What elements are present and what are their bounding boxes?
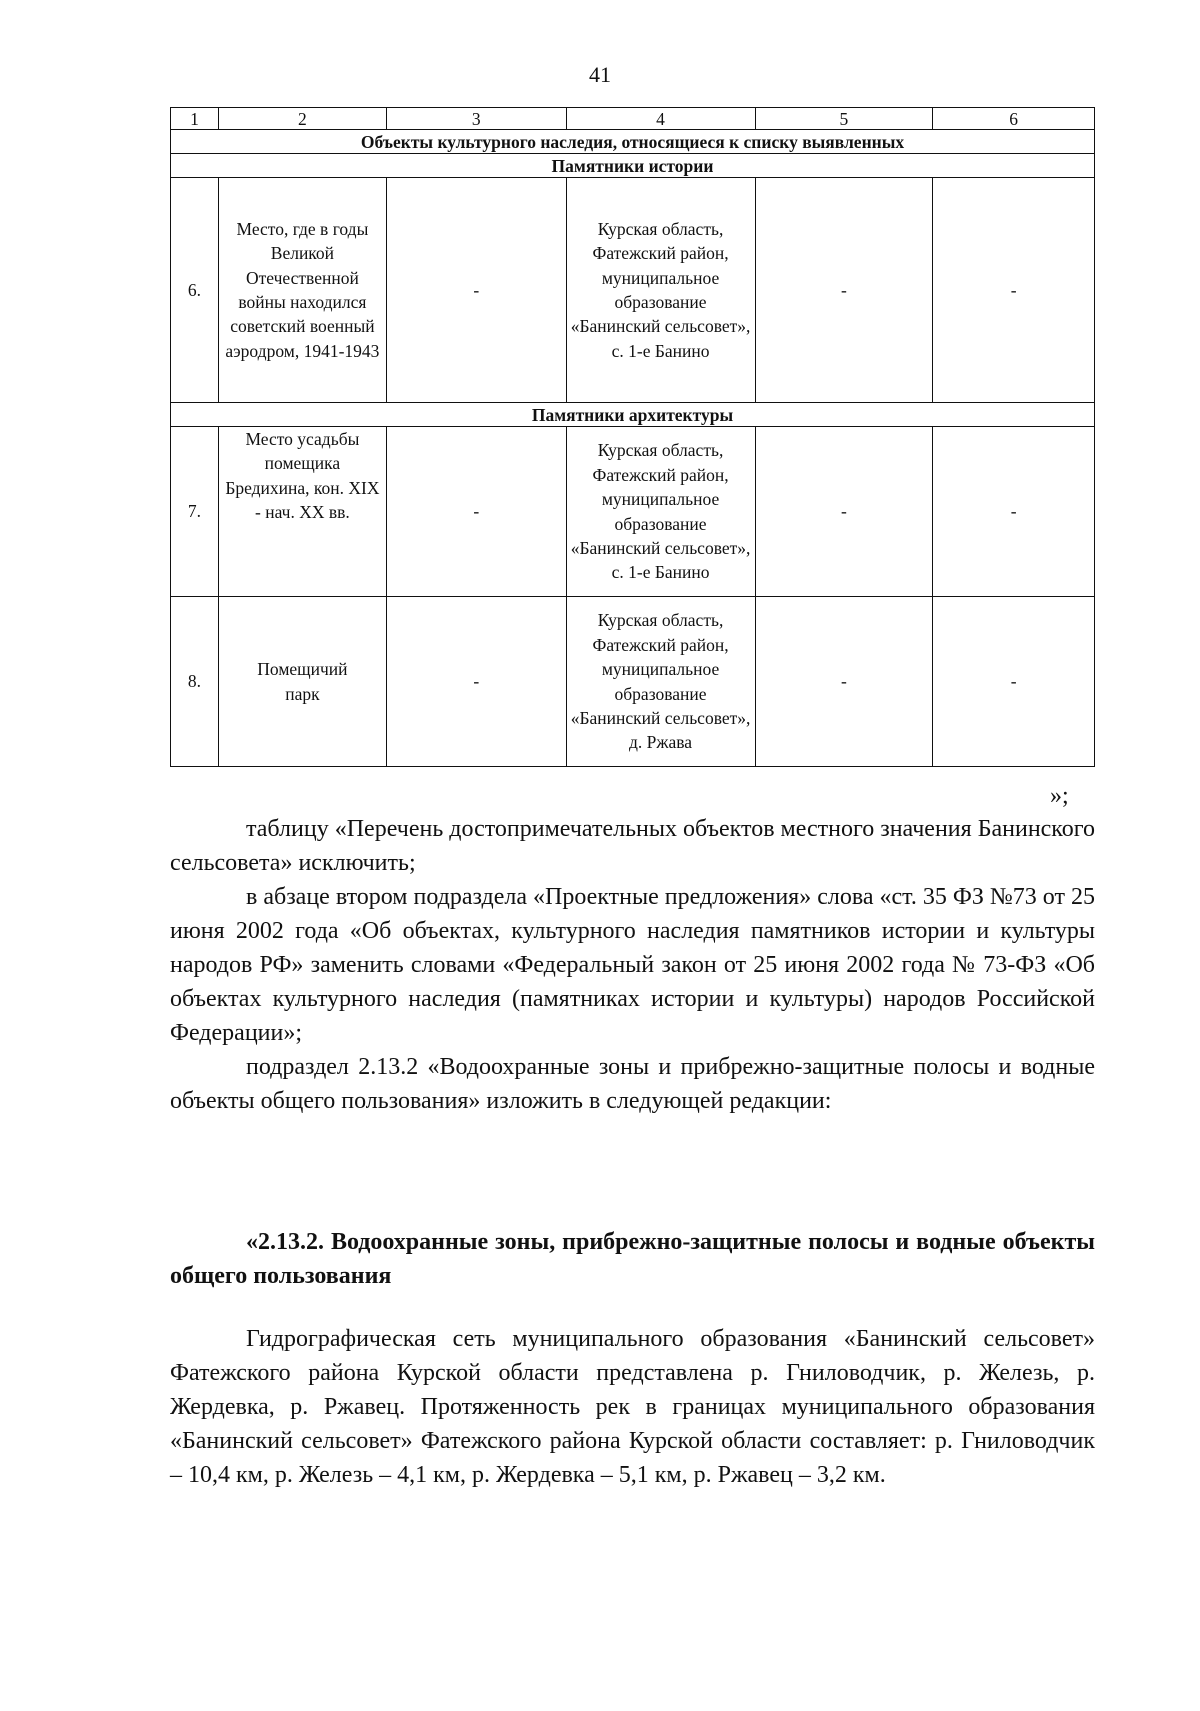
table-row — [171, 427, 1095, 597]
amendments-text — [170, 812, 1095, 1118]
section-heading: «2.13.2. Водоохранные зоны, прибрежно-защитные полосы и водные объекты общего пользования — [170, 1229, 1095, 1289]
section-heading-block — [170, 1225, 1095, 1293]
col-header: 6 — [933, 108, 1095, 130]
cell-col5: - — [755, 597, 933, 767]
paragraph: таблицу «Перечень достопримечательных объектов местного значения Банинского сельсовета» исключить; — [170, 816, 1095, 876]
paragraph: подраздел 2.13.2 «Водоохранные зоны и прибрежно-защитные полосы и водные объекты общего пользования» изложить в следующей редакции: — [170, 1054, 1095, 1114]
cell-col6: - — [933, 597, 1095, 767]
table-row — [171, 597, 1095, 767]
table-header-row — [171, 108, 1095, 130]
category-heading-row — [171, 130, 1095, 154]
page-number: 41 — [589, 62, 611, 87]
cell-col3: - — [386, 597, 566, 767]
section-title: Памятники архитектуры — [171, 403, 1095, 427]
section-title: Памятники истории — [171, 154, 1095, 178]
cell-col3: - — [386, 427, 566, 597]
section-row — [171, 154, 1095, 178]
col-header: 1 — [171, 108, 219, 130]
object-location: Курская область, Фатежский район, муниципальное образование «Банинский сельсовет», д. Ржава — [566, 597, 755, 767]
col-header: 2 — [218, 108, 386, 130]
table-row — [171, 178, 1095, 403]
category-heading: Объекты культурного наследия, относящиеся к списку выявленных — [171, 130, 1095, 154]
row-number: 7. — [171, 427, 219, 597]
closing-quote: »; — [1050, 783, 1069, 809]
cell-col6: - — [933, 427, 1095, 597]
object-location: Курская область, Фатежский район, муниципальное образование «Банинский сельсовет», с. 1-е Банино — [566, 178, 755, 403]
heritage-objects-table — [170, 107, 1095, 767]
object-name: Помещичий парк — [218, 597, 386, 767]
object-location: Курская область, Фатежский район, муниципальное образование «Банинский сельсовет», с. 1-е Банино — [566, 427, 755, 597]
row-number: 6. — [171, 178, 219, 403]
col-header: 5 — [755, 108, 933, 130]
cell-col5: - — [755, 427, 933, 597]
col-header: 4 — [566, 108, 755, 130]
cell-col5: - — [755, 178, 933, 403]
cell-col6: - — [933, 178, 1095, 403]
cell-col3: - — [386, 178, 566, 403]
hydrography-block — [170, 1322, 1095, 1492]
object-name: Место усадьбы помещика Бредихина, кон. XIX - нач. XX вв. — [218, 427, 386, 597]
row-number: 8. — [171, 597, 219, 767]
col-header: 3 — [386, 108, 566, 130]
section-row — [171, 403, 1095, 427]
object-name: Место, где в годы Великой Отечественной войны находился советский военный аэродром, 1941-1943 — [218, 178, 386, 403]
paragraph: Гидрографическая сеть муниципального образования «Банинский сельсовет» Фатежского района Курской области представлена р. Гниловодчик, р. Железь, р. Жердевка, р. Ржавец. Протяженность рек в границах муниципального образования «Банинский сельсовет» Фатежского района Курской области составляет: р. Гниловодчик – 10,4 км, р. Железь – 4,1 км, р. Жердевка – 5,1 км, р. Ржавец – 3,2 км. — [170, 1326, 1095, 1488]
paragraph: в абзаце втором подраздела «Проектные предложения» слова «ст. 35 ФЗ №73 от 25 июня 2002 года «Об объектах, культурного наследия памятников истории и культуры народов РФ» заменить словами «Федеральный закон от 25 июня 2002 года № 73-ФЗ «Об объектах культурного наследия (памятниках истории и культуры) народов Российской Федерации»; — [170, 884, 1095, 1046]
